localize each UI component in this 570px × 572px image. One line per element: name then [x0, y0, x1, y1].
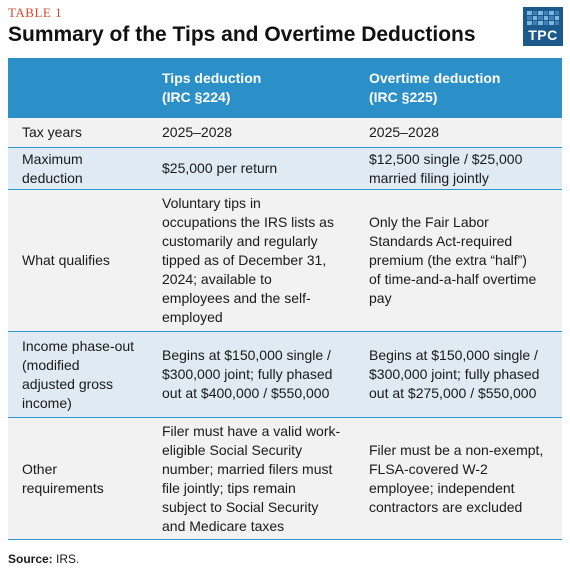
- tips-cell: Voluntary tips in occupations the IRS lists as customarily and regularly tipped as of December 31, 2024; available to employees and the self- employed: [162, 195, 334, 325]
- table-row: [8, 148, 562, 190]
- row-label: What qualifies: [22, 252, 110, 268]
- overtime-cell: $12,500 single / $25,000 married filing jointly: [369, 150, 523, 186]
- page-title: Summary of the Tips and Overtime Deductions: [8, 23, 476, 46]
- overtime-cell: Filer must be a non-exempt, FLSA-covered W-2 employee; independent contractors are excluded: [369, 441, 544, 515]
- tips-cell: Filer must have a valid work- eligible Social Security number; married filers must file jointly; tips remain subject to Social Security and Medicare taxes: [162, 422, 341, 534]
- tips-cell: $25,000 per return: [162, 160, 278, 176]
- table-header-row: [8, 58, 562, 118]
- overtime-cell: Begins at $150,000 single / $300,000 joint; fully phased out at $275,000 / $550,000: [369, 347, 540, 401]
- table-row: [8, 418, 562, 540]
- overtime-cell: 2025–2028: [369, 124, 440, 140]
- summary-table: [8, 58, 562, 540]
- header-tips: [148, 58, 355, 118]
- logo-grid-icon: [527, 11, 559, 25]
- table-row: [8, 118, 562, 148]
- row-label: Other requirements: [22, 460, 104, 496]
- row-label: Income phase-out (modified adjusted gross income): [22, 337, 135, 411]
- tips-cell: Begins at $150,000 single / $300,000 joint; fully phased out at $400,000 / $550,000: [162, 347, 333, 401]
- table-label: TABLE 1: [8, 5, 63, 20]
- source-text: IRS.: [52, 552, 80, 566]
- header-corner: [8, 58, 148, 118]
- header-overtime-label: Overtime deduction (IRC §225): [369, 70, 501, 105]
- tips-cell: 2025–2028: [162, 124, 233, 140]
- source-label: Source:: [8, 552, 53, 566]
- row-label: Maximum deduction: [22, 150, 83, 186]
- row-label: Tax years: [22, 124, 82, 140]
- source-note: [8, 552, 79, 566]
- tpc-logo-icon: [523, 7, 563, 46]
- overtime-cell: Only the Fair Labor Standards Act-required premium (the extra “half”) of time-and-a-half overtime pay: [369, 214, 537, 306]
- table-row: [8, 332, 562, 418]
- logo-text: TPC: [528, 27, 558, 43]
- table-row: [8, 190, 562, 332]
- header-tips-label: Tips deduction (IRC §224): [162, 70, 262, 105]
- header-overtime: [355, 58, 562, 118]
